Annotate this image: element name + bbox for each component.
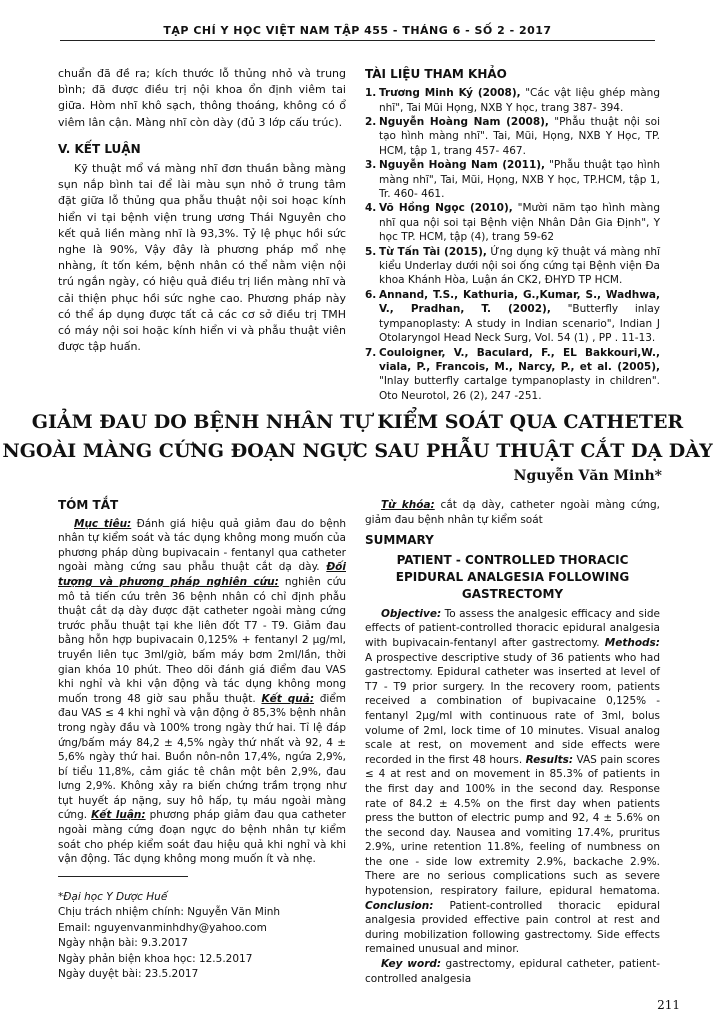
conclusion-label: Kết luận: [91, 809, 146, 822]
summary-en-title: PATIENT - CONTROLLED THORACIC EPIDURAL ANALGESIA FOLLOWING GASTRECTOMY [395, 552, 630, 601]
keywords-label: Từ khóa: [381, 499, 435, 511]
keywords-text: cắt dạ dày, catheter ngoài màng cứng, giảm đau bệnh nhân tự kiểm soát [365, 499, 661, 526]
reference-item [365, 201, 660, 244]
reference-text: "Phẫu thuật tạo hình màng nhĩ", Tai, Mũi, Họng, NXB Y học, TP.HCM, tập 1, Tr. 460- 461. [379, 159, 661, 201]
reference-number: 6. [365, 288, 377, 301]
keywords-label-en: Key word: [381, 958, 442, 971]
responsible-author: Chịu trách nhiệm chính: Nguyễn Văn Minh [58, 906, 281, 919]
page-number: 211 [657, 998, 680, 1012]
reference-item [365, 115, 660, 158]
article-title-line-1: GIẢM ĐAU DO BỆNH NHÂN TỰ KIỂM SOÁT QUA CATHETER [31, 411, 684, 433]
results-text-en: VAS pain scores ≤ 4 at rest and on movement in 85.3% of patients in the first day and 100% in the second day. Response rate of 84.2 ± 4.5% on the first day when patients press the button of electric pump and 92, 4 ± 5.6% on the second day. Nausea and vomiting 17.4%, pruritus 2.9%, urine retention 11.8%, feeling of numbness on the one - side low extremity 2.9%, backache 2.9%. There are no serious complications such as severe hypotension, respiratory failure, epidural hematoma. [365, 753, 661, 898]
methods-label-en: Methods: [604, 636, 660, 649]
reference-author: Nguyễn Hoàng Nam (2008), [379, 116, 549, 129]
results-label-en: Results: [525, 753, 574, 766]
reference-item [365, 346, 660, 404]
keywords-text-en: gastrectomy, epidural catheter, patient-controlled analgesia [365, 958, 660, 985]
methods-label: Đối tượng và phương pháp nghiên cứu: [58, 561, 346, 588]
references-list [365, 86, 660, 403]
date-received: Ngày nhận bài: 9.3.2017 [58, 937, 188, 950]
conclusion-text-en: Patient-controlled thoracic epidural analgesia provided effective pain control at rest and during mobilization following gastrectomy. Side effects remained unusual and minor. [365, 899, 660, 956]
references-heading: TÀI LIỆU THAM KHẢO [365, 67, 507, 81]
reference-text: "Các vật liệu ghép màng nhĩ", Tai Mũi Họng, NXB Y học, trang 387- 394. [379, 87, 661, 114]
date-approved: Ngày duyệt bài: 23.5.2017 [58, 968, 199, 981]
methods-text-en: A prospective descriptive study of 36 patients who had gastrectomy. Epidural catheter was inserted at level of T7 - T9 prior surgery. In the recovery room, patients received a combination of bupivacaine 0,125% - fentanyl 2µg/ml with continuous rate of 3ml, bolus volume of 2ml, lock time of 10 minutes. Visual analog scale at rest, on movement and side effects were recorded in the first 48 hours. [365, 651, 660, 766]
footnotes [58, 890, 346, 982]
journal-header: TẠP CHÍ Y HỌC VIỆT NAM TẬP 455 - THÁNG 6 - SỐ 2 - 2017 [163, 24, 552, 37]
reference-text: "Mười năm tạo hình màng nhĩ qua nội soi tại Bệnh viện Nhân Dân Gia Định", Y học TP. HCM, tập (4), trang 59-62 [379, 202, 661, 244]
reference-item [365, 245, 660, 288]
article-title-line-2: NGOÀI MÀNG CỨNG ĐOẠN NGỰC SAU PHẪU THUẬT CẮT DẠ DÀY [2, 440, 713, 462]
footnote-divider [58, 876, 188, 877]
reference-item [365, 86, 660, 115]
article-author: Nguyễn Văn Minh* [513, 468, 662, 484]
reference-author: Nguyễn Hoàng Nam (2011), [379, 159, 546, 172]
reference-number: 7. [365, 346, 377, 359]
reference-author: Couloigner, V., Baculard, F., EL Bakkouri,W., viala, P., Francois, M., Narcy, P., et al. (2005), [379, 346, 660, 373]
conclusion-heading: V. KẾT LUẬN [58, 141, 141, 156]
reference-item [365, 288, 660, 346]
conclusion-label-en: Conclusion: [365, 899, 434, 912]
reference-number: 3. [365, 159, 377, 172]
summary-en-column [365, 498, 660, 986]
conclusion-text: phương pháp giảm đau qua catheter ngoài màng cứng đoạn ngực do bệnh nhân tự kiểm soát cho phép kiểm soát đau hiệu quả khi nghỉ và khi vận động. Tác dụng không mong muốn ít và nhẹ. [58, 809, 346, 866]
keywords-en [365, 957, 660, 986]
reference-text: "Phẫu thuật nội soi tạo hình màng nhĩ". Tai, Mũi, Họng, NXB Y Học, TP. HCM, tập 1, trang 457- 467. [379, 116, 660, 157]
summary-vi-column [58, 498, 346, 867]
reference-author: Trương Minh Ký (2008), [379, 87, 521, 100]
reference-author: Annand, T.S., Kathuria, G.,Kumar, S., Wadhwa, V., Pradhan, T. (2002), [379, 288, 660, 316]
results-label: Kết quả: [261, 692, 315, 705]
objective-text: Đánh giá hiệu quả giảm đau do bệnh nhân tự kiểm soát và tác dụng không mong muốn của phương pháp dùng bupivacain - fentanyl qua catheter ngoài màng cứng sau phẫu thuật cắt dạ dày. [58, 517, 347, 574]
reference-text: Ứng dụng kỹ thuật vá màng nhĩ kiểu Underlay dưới nội soi ống cứng tại Bệnh viện Đa khoa Khánh Hòa, Luận án CK2, ĐHYD TP HCM. [379, 245, 660, 287]
affiliation: *Đại học Y Dược Huế [58, 891, 168, 903]
objective-label: Mục tiêu: [74, 517, 132, 530]
objective-label-en: Objective: [381, 607, 442, 620]
reference-number: 2. [365, 116, 377, 129]
top-left-column [58, 66, 346, 355]
reference-number: 1. [365, 87, 377, 100]
reference-number: 5. [365, 245, 377, 258]
reference-text: "Butterfly inlay tympanoplasty: A study in Indian scenario", Indian J Otolaryngol Head Neck Surg, Vol. 54 (1) , PP . 11-13. [379, 303, 660, 345]
summary-vi-heading: TÓM TẮT [58, 498, 119, 512]
conclusion-paragraph: Kỹ thuật mổ vá màng nhĩ đơn thuần bằng màng sụn nắp bình tai để lài màu sụn nhỏ ở trung tâm đặt giữa lỗ thủng qua phẫu thuật nội soi hoạc kính hiển vi tại bệnh viện trung ương Thái Nguyên cho kết quả liền màng nhĩ là 93,3%. Tỷ lệ phục hồi sức nghe là 90%, Vậy đây là phương pháp mổ nhẹ nhàng, ít tốn kém, bệnh nhân có thể nằm viện nội trú ngắn ngày, có hiệu quả điều trị liền màng nhĩ và cải thiện phục hồi sức nghe cao. Phương pháp này có thể áp dụng được tất cả các cơ sở điều trị TMH có máy nội soi hoặc kính hiển vi và phẫu thuật viên được tập huấn. [58, 162, 346, 354]
summary-en-heading: SUMMARY [365, 533, 434, 548]
methods-text: nghiên cứu mô tả tiến cứu trên 36 bệnh nhân có chỉ định phẫu thuật cắt dạ dày được đặt catheter ngoài màng cứng trước phẫu thuật tại khe liên đốt T7 - T9. Giảm đau bằng hỗn hợp bupivacain 0,125% + fentanyl 2 µg/ml, truyền liên tục 3ml/giờ, bấm máy bơm 2ml/lần, thời gian khóa 10 phút. Theo dõi đánh giá điểm đau VAS khi nghỉ và khi vận động và tác dụng không mong muốn trong 48 giờ sau phẫu thuật. [58, 575, 346, 705]
email: Email: nguyenvanminhdhy@yahoo.com [58, 921, 267, 934]
reference-author: Từ Tấn Tài (2015), [379, 245, 487, 258]
reference-text: "Inlay butterfly cartalge tympanoplasty in children". Oto Neurotol, 26 (2), 247 -251. [379, 375, 660, 402]
continuation-paragraph: chuẩn đã đề ra; kích thước lỗ thủng nhỏ và trung bình; đã được điều trị nội khoa ổn định viêm tai giữa. Hòm nhĩ khô sạch, thông thoáng, không có ổ viêm lân cận. Màng nhĩ còn dày (đủ 3 lớp cấu trúc). [58, 67, 346, 129]
header-divider [60, 40, 655, 41]
reference-number: 4. [365, 202, 377, 215]
summary-vi-body [58, 517, 346, 867]
keywords-vi [365, 498, 660, 527]
date-reviewed: Ngày phản biện khoa học: 12.5.2017 [58, 952, 253, 965]
reference-item [365, 158, 660, 201]
article-title [0, 408, 715, 466]
objective-text-en: To assess the analgesic efficacy and side effects of patient-controlled thoracic epidural analgesia with bupivacain-fentanyl after gastrectomy. [365, 607, 660, 649]
summary-en-body [365, 607, 660, 957]
references-column [365, 66, 660, 403]
reference-author: Võ Hồng Ngọc (2010), [379, 202, 513, 215]
results-text: điểm đau VAS ≤ 4 khi nghỉ và vận động ở 85,3% bệnh nhân trong ngày đầu và 100% trong ngày thứ hai. Tỉ lệ đáp ứng/bấm máy 84,2 ± 4,5% ngày thứ nhất và 92, 4 ± 5,6% ngày thứ hai. Buồn nôn-nôn 17,4%, ngứa 2,9%, bí tiểu 11,8%, cảm giác tê chân một bên 2,9%, đau lưng 2,9%. Không xảy ra biến chứng trầm trọng như tụt huyết áp nặng, suy hô hấp, tụ máu ngoài màng cứng. [58, 692, 346, 822]
